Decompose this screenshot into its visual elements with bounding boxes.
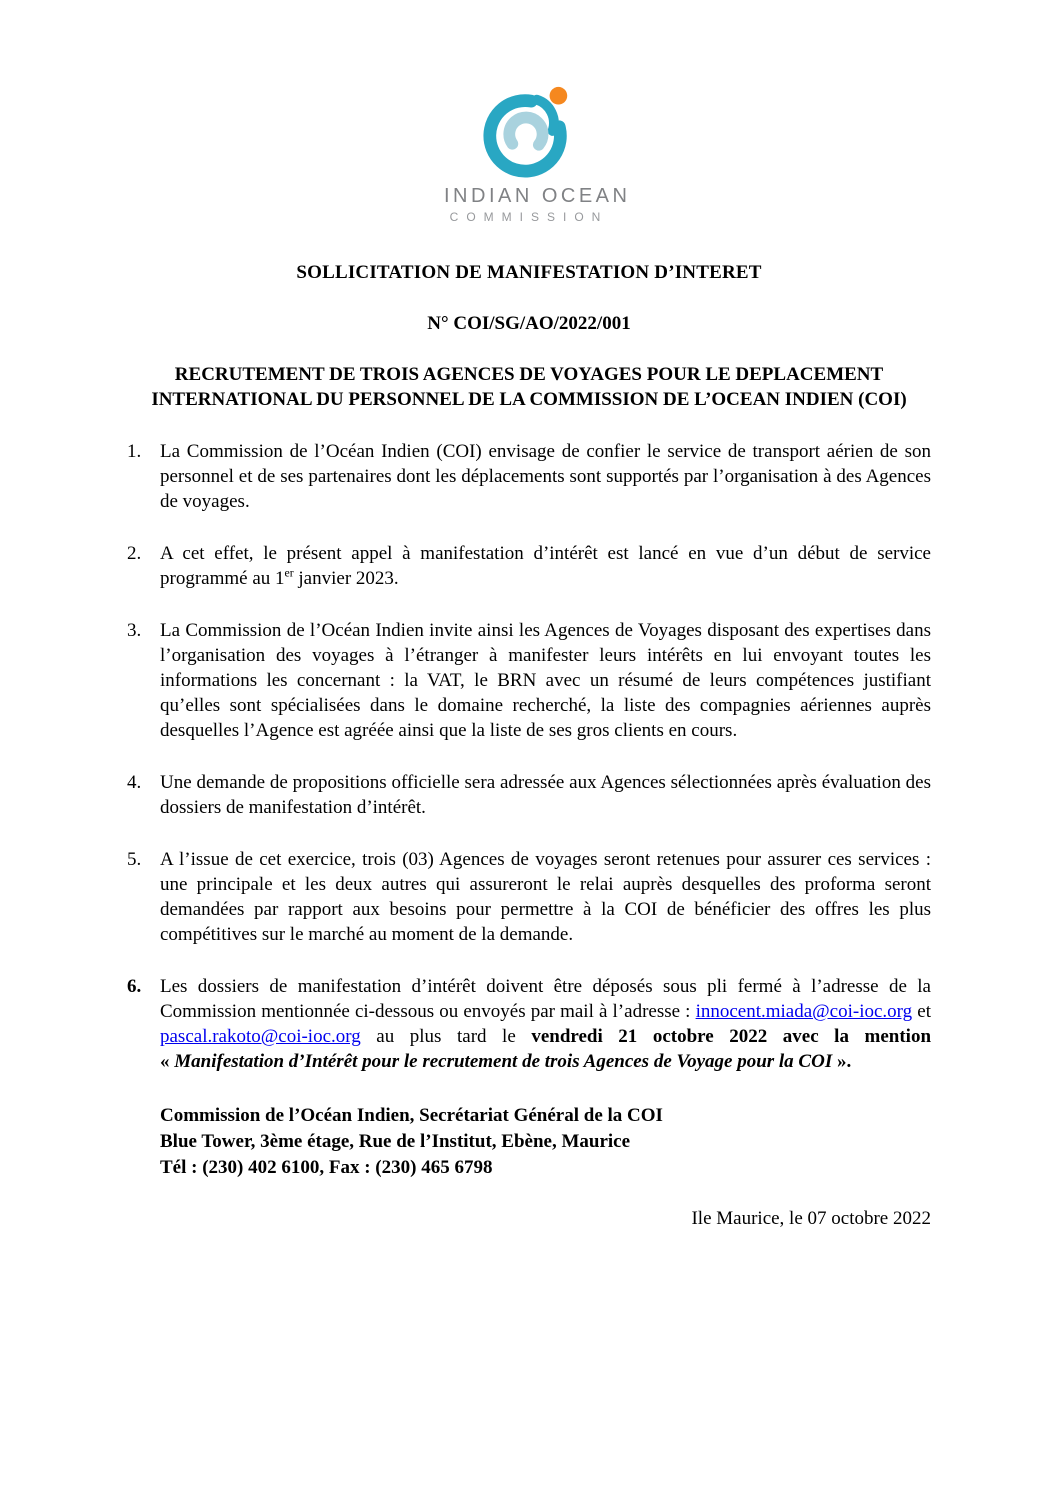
document-reference: N° COI/SG/AO/2022/001 <box>427 313 631 334</box>
address-line-1: Commission de l’Océan Indien, Secrétariat Général de la COI <box>160 1105 663 1126</box>
paragraph-1-number: 1. <box>127 441 142 462</box>
paragraph-1 <box>127 439 931 514</box>
subject-line-2: INTERNATIONAL DU PERSONNEL DE LA COMMISSION DE L’OCEAN INDIEN (COI) <box>151 389 907 410</box>
paragraph-4-text: Une demande de propositions officielle sera adressée aux Agences sélectionnées après évaluation des dossiers de manifestation d’intérêt. <box>160 772 931 818</box>
paragraph-1-text: La Commission de l’Océan Indien (COI) envisage de confier le service de transport aérien de son personnel et de ses partenaires dont les déplacements sont supportés par l’organisation à des Agences de voyages. <box>160 441 931 512</box>
paragraph-6-segment-2: au plus tard le <box>360 1026 532 1047</box>
ioc-swirl-icon <box>480 83 578 181</box>
paragraph-3 <box>127 618 931 743</box>
email-link-innocent-miada[interactable]: innocent.miada@coi-ioc.org <box>695 1001 913 1022</box>
document-title: SOLLICITATION DE MANIFESTATION D’INTERET <box>296 262 762 283</box>
paragraph-2-text-start: A cet effet, le présent appel à manifestation d’intérêt est lancé en vue d’un début de service programmé au 1 <box>160 543 931 589</box>
paragraph-6-text <box>160 974 931 1074</box>
paragraph-5 <box>127 847 931 947</box>
paragraph-6 <box>127 974 931 1074</box>
paragraph-4-number: 4. <box>127 772 142 793</box>
dateline: Ile Maurice, le 07 octobre 2022 <box>691 1208 931 1229</box>
commission-address-block <box>160 1103 931 1181</box>
mention-italic-text: Manifestation d’Intérêt pour le recrutement de trois Agences de Voyage pour la COI <box>174 1051 833 1072</box>
ordinal-superscript: er <box>284 566 294 580</box>
deadline-bold-text: vendredi 21 octobre 2022 avec la mention « <box>160 1026 932 1072</box>
paragraph-6-segment-1: et <box>912 1001 932 1022</box>
paragraph-2-number: 2. <box>127 543 142 564</box>
paragraph-2 <box>127 541 931 591</box>
logo-text-indian-ocean: INDIAN OCEAN <box>444 185 631 207</box>
paragraph-5-text: A l’issue de cet exercice, trois (03) Agences de voyages seront retenues pour assurer ces services : une principale et les deux autres qui assureront le relai auprès desquelles des proforma seront demandées par rapport aux besoins pour permettre à la COI de bénéficier des offres les plus compétitives sur le marché au moment de la demande. <box>160 849 931 945</box>
logo-text-commission: COMMISSION <box>449 210 609 224</box>
ioc-logo <box>444 83 631 224</box>
paragraph-4 <box>127 770 931 820</box>
logo-orange-dot <box>550 87 568 105</box>
email-link-pascal-rakoto[interactable]: pascal.rakoto@coi-ioc.org <box>160 1026 361 1047</box>
numbered-paragraphs <box>127 439 931 1074</box>
paragraph-2-text-end: janvier 2023. <box>293 568 399 589</box>
paragraph-6-segment-0: Les dossiers de manifestation d’intérêt doivent être déposés sous pli fermé à l’adresse de la Commission mentionnée ci-dessous ou envoyés par mail à l’adresse : <box>160 976 931 1022</box>
paragraph-3-text: La Commission de l’Océan Indien invite ainsi les Agences de Voyages disposant des expertises dans l’organisation des voyages à l’étranger à manifester leurs intérêts en lui envoyant toutes les informations les concernant : la VAT, le BRN avec un résumé de leurs compétences justifiant qu’elles sont spécialisées dans le domaine recherché, la liste des compagnies aériennes auprès desquelles l’Agence est agréée ainsi que la liste de ses gros clients en cours. <box>160 620 931 741</box>
subject-line-1: RECRUTEMENT DE TROIS AGENCES DE VOYAGES POUR LE DEPLACEMENT <box>174 364 884 385</box>
address-line-2: Blue Tower, 3ème étage, Rue de l’Institut, Ebène, Maurice <box>160 1131 631 1152</box>
address-line-3: Tél : (230) 402 6100, Fax : (230) 465 6798 <box>160 1157 493 1178</box>
document-subject <box>127 362 931 412</box>
paragraph-3-number: 3. <box>127 620 142 641</box>
logo-light-crescent <box>509 117 542 144</box>
paragraph-5-number: 5. <box>127 849 142 870</box>
closing-quote-text: ». <box>832 1051 852 1072</box>
paragraph-2-text <box>160 541 931 591</box>
paragraph-6-number: 6. <box>127 976 142 997</box>
